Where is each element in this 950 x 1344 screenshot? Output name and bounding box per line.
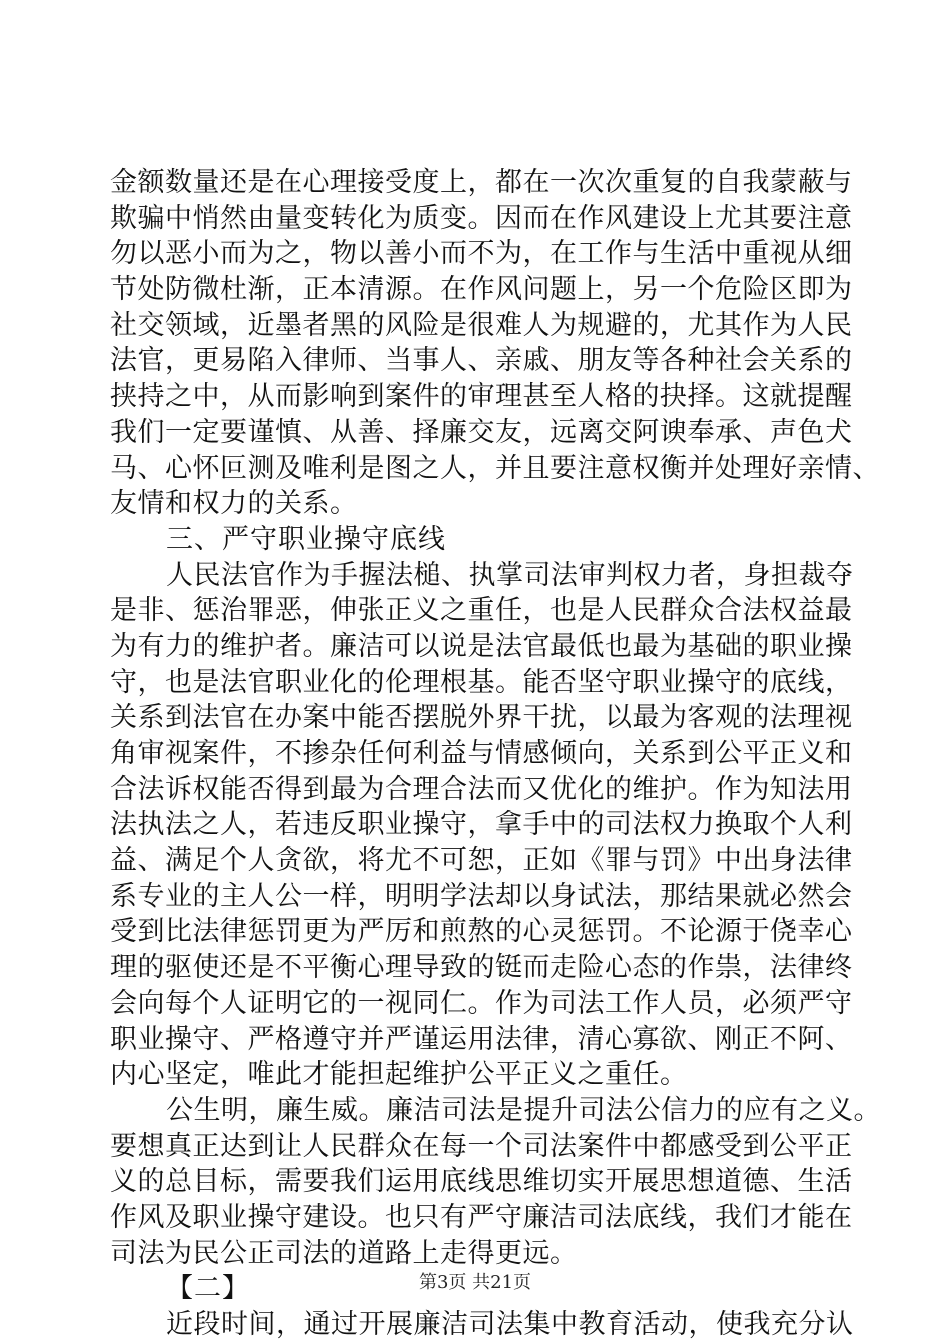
text-line-24: 会向每个人证明它的一视同仁。作为司法工作人员，必须严守: [110, 987, 853, 1019]
text-line-18: 合法诉权能否得到最为合理合法而又优化的维护。作为知法用: [110, 773, 853, 805]
text-line-33: 近段时间，通过开展廉洁司法集中教育活动，使我充分认: [166, 1309, 854, 1340]
text-line-15: 守，也是法官职业化的伦理根基。能否坚守职业操守的底线，: [110, 666, 853, 698]
text-line-22: 受到比法律惩罚更为严厉和煎熬的心灵惩罚。不论源于侥幸心: [110, 916, 853, 948]
text-line-16: 关系到法官在办案中能否摆脱外界干扰，以最为客观的法理视: [110, 702, 853, 734]
text-line-10: 友情和权力的关系。: [110, 488, 358, 520]
text-line-28: 要想真正达到让人民群众在每一个司法案件中都感受到公平正: [110, 1130, 853, 1162]
text-line-8: 我们一定要谨慎、从善、择廉交友，远离交阿谀奉承、声色犬: [110, 416, 853, 448]
section-heading: 三、严守职业操守底线: [166, 523, 446, 555]
part-marker: 【二】: [166, 1273, 250, 1305]
text-line-27: 公生明，廉生威。廉洁司法是提升司法公信力的应有之义。: [166, 1094, 881, 1126]
text-line-30: 作风及职业操守建设。也只有严守廉洁司法底线，我们才能在: [110, 1201, 853, 1233]
text-line-29: 义的总目标，需要我们运用底线思维切实开展思想道德、生活: [110, 1166, 853, 1198]
text-line-21: 系专业的主人公一样，明明学法却以身试法，那结果就必然会: [110, 880, 853, 912]
text-line-3: 勿以恶小而为之，物以善小而不为，在工作与生活中重视从细: [110, 238, 853, 270]
document-body: [110, 165, 881, 1343]
text-line-13: 是非、惩治罪恶，伸张正义之重任，也是人民群众合法权益最: [110, 595, 853, 627]
page-number: 第3页 共21页: [418, 1272, 532, 1293]
text-line-5: 社交领域，近墨者黑的风险是很难人为规避的，尤其作为人民: [110, 309, 853, 341]
text-line-4: 节处防微杜渐，正本清源。在作风问题上，另一个危险区即为: [110, 274, 853, 306]
text-line-17: 角审视案件，不掺杂任何利益与情感倾向，关系到公平正义和: [110, 738, 853, 769]
text-line-12: 人民法官作为手握法槌、执掌司法审判权力者，身担裁夺: [166, 559, 854, 591]
text-line-26: 内心坚定，唯此才能担起维护公平正义之重任。: [110, 1059, 688, 1091]
text-line-31: 司法为民公正司法的道路上走得更远。: [110, 1237, 578, 1269]
text-line-9: 马、心怀叵测及唯利是图之人，并且要注意权衡并处理好亲情、: [110, 452, 880, 484]
text-line-19: 法执法之人，若违反职业操守，拿手中的司法权力换取个人利: [110, 809, 853, 841]
text-line-20: 益、满足个人贪欲，将尤不可恕，正如《罪与罚》中出身法律: [110, 845, 853, 877]
text-line-6: 法官，更易陷入律师、当事人、亲戚、朋友等各种社会关系的: [110, 345, 853, 377]
text-line-23: 理的驱使还是不平衡心理导致的铤而走险心态的作祟，法律终: [110, 952, 853, 984]
text-line-25: 职业操守、严格遵守并严谨运用法律，清心寡欲、刚正不阿、: [110, 1023, 853, 1055]
text-line-7: 挟持之中，从而影响到案件的审理甚至人格的抉择。这就提醒: [110, 381, 853, 413]
text-line-2: 欺骗中悄然由量变转化为质变。因而在作风建设上尤其要注意: [110, 202, 853, 234]
text-line-1: 金额数量还是在心理接受度上，都在一次次重复的自我蒙蔽与: [110, 167, 853, 198]
text-line-14: 为有力的维护者。廉洁可以说是法官最低也最为基础的职业操: [110, 630, 853, 662]
